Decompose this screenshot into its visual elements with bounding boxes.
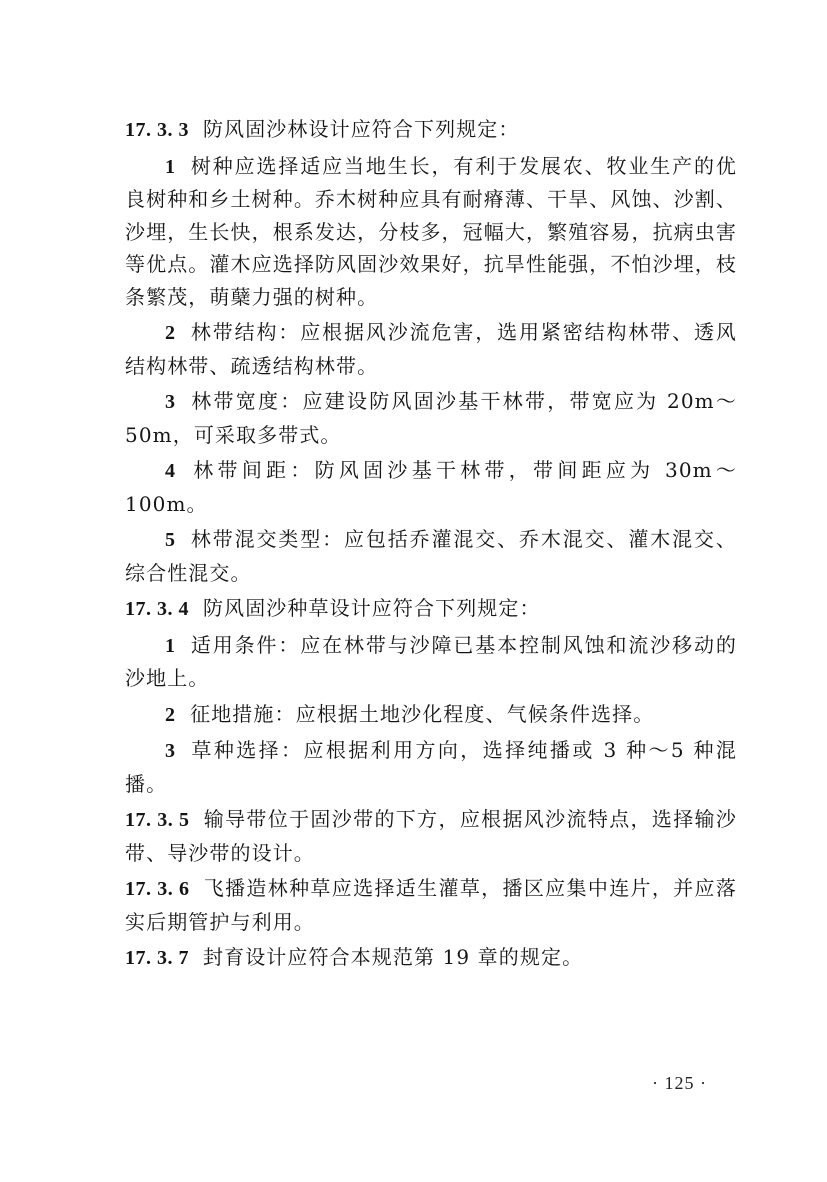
item-text: 林带结构：应根据风沙流危害，选用紧密结构林带、透风结构林带、疏透结构林带。 <box>125 320 737 378</box>
item-number: 4 <box>165 460 177 482</box>
item-17-3-4-3 <box>125 734 737 800</box>
clause-number: 17. 3. 5 <box>125 809 190 831</box>
item-17-3-4-1 <box>125 629 737 695</box>
page-body <box>125 113 737 978</box>
item-text: 适用条件：应在林带与沙障已基本控制风蚀和流沙移动的沙地上。 <box>125 632 737 690</box>
clause-number: 17. 3. 3 <box>125 119 189 141</box>
section-17-3-7 <box>125 941 737 975</box>
item-number: 5 <box>165 529 177 551</box>
clause-text: 防风固沙种草设计应符合下列规定： <box>203 596 541 620</box>
clause-number: 17. 3. 4 <box>125 598 189 620</box>
clause-number: 17. 3. 7 <box>125 947 189 969</box>
section-17-3-3 <box>125 113 737 147</box>
item-text: 草种选择：应根据利用方向，选择纯播或 3 种～5 种混播。 <box>125 738 737 796</box>
item-17-3-3-2 <box>125 316 737 382</box>
item-text: 征地措施：应根据土地沙化程度、气候条件选择。 <box>190 701 655 726</box>
section-17-3-4 <box>125 592 737 626</box>
item-text: 林带宽度：应建设防风固沙基干林带，带宽应为 20m～50m，可采取多带式。 <box>125 389 737 447</box>
item-number: 1 <box>165 155 177 178</box>
page-number: · 125 · <box>652 1073 707 1093</box>
item-number: 2 <box>165 322 177 344</box>
clause-text: 防风固沙林设计应符合下列规定： <box>203 117 520 141</box>
item-17-3-4-2 <box>125 698 737 732</box>
item-number: 2 <box>165 703 177 726</box>
item-17-3-3-1 <box>125 150 737 314</box>
item-text: 树种应选择适应当地生长，有利于发展农、牧业生产的优良树种和乡土树种。乔木树种应具有耐瘠薄、干旱、风蚀、沙割、沙埋，生长快，根系发达，分枝多，冠幅大，繁殖容易，抗病虫害等优点。灌木应选择防风固沙效果好，抗旱性能强，不怕沙埋，枝条繁茂，萌蘖力强的树种。 <box>125 153 737 309</box>
clause-text: 封育设计应符合本规范第 19 章的规定。 <box>203 945 584 969</box>
item-text: 林带混交类型：应包括乔灌混交、乔木混交、灌木混交、综合性混交。 <box>125 527 737 585</box>
item-17-3-3-4 <box>125 454 737 520</box>
section-17-3-5 <box>125 803 737 869</box>
item-text: 林带间距：防风固沙基干林带，带间距应为 30m～100m。 <box>125 458 737 516</box>
item-17-3-3-3 <box>125 385 737 451</box>
item-number: 3 <box>165 391 177 413</box>
clause-text: 飞播造林种草应选择适生灌草，播区应集中连片，并应落实后期管护与利用。 <box>125 876 738 934</box>
item-17-3-3-5 <box>125 523 737 589</box>
item-number: 3 <box>165 740 177 762</box>
clause-number: 17. 3. 6 <box>125 878 190 900</box>
item-number: 1 <box>165 634 177 657</box>
clause-text: 输导带位于固沙带的下方，应根据风沙流特点，选择输沙带、导沙带的设计。 <box>125 807 738 865</box>
section-17-3-6 <box>125 872 737 938</box>
